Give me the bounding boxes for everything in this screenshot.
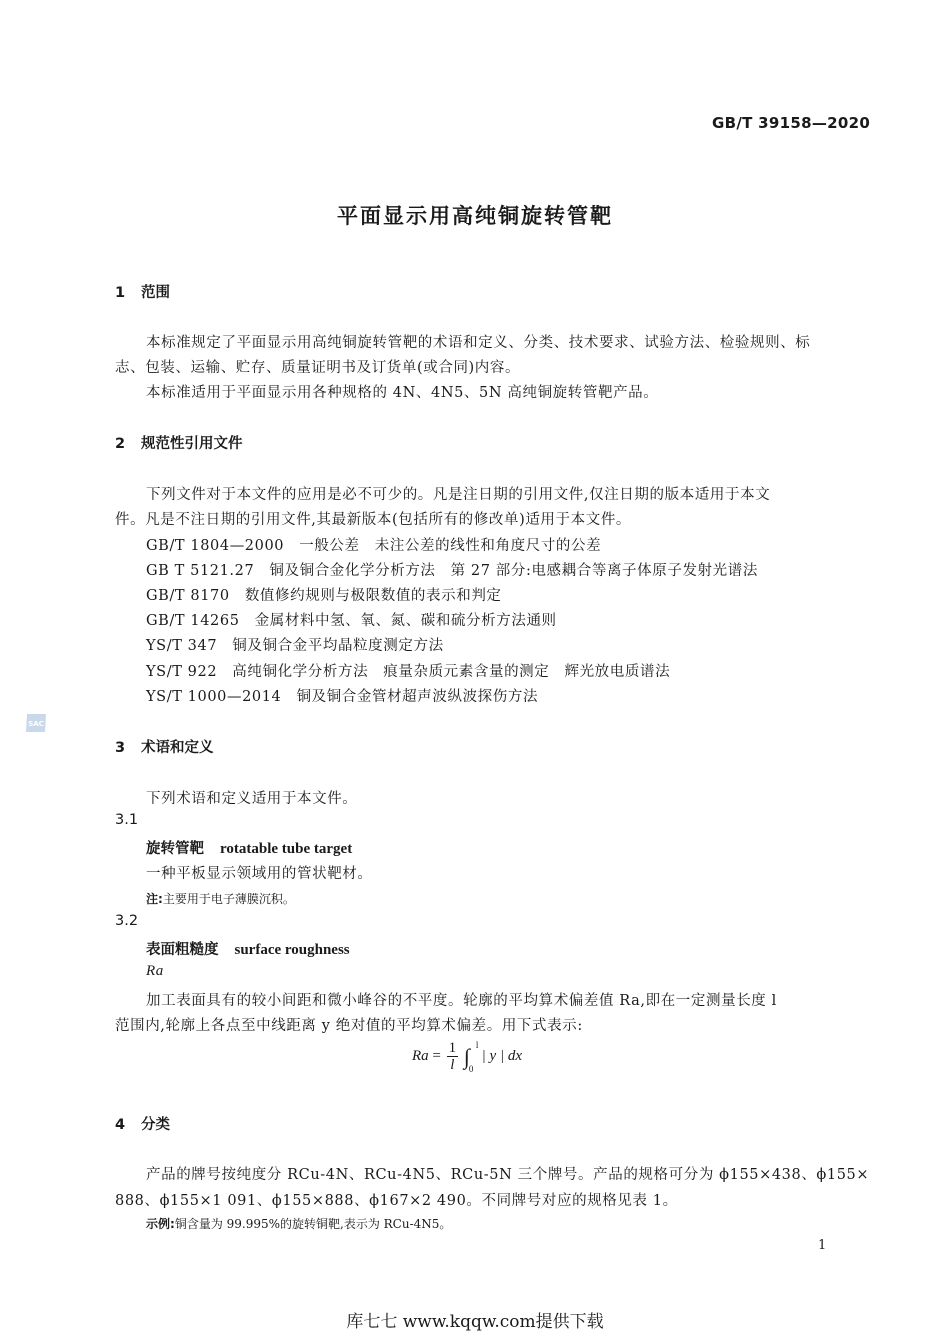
note-text: 主要用于电子薄膜沉积。: [162, 892, 295, 906]
section-4-para-line1: 产品的牌号按纯度分 RCu-4N、RCu-4N5、RCu-5N 三个牌号。产品的规格可分为 ϕ155×438、ϕ155×: [146, 1167, 870, 1183]
term-symbol: Ra: [146, 963, 164, 979]
reference-title: 铜及铜合金管材超声波纵波探伤方法: [296, 689, 539, 705]
standard-code: GB/T 39158—2020: [712, 114, 871, 132]
integral-sign: [463, 1039, 479, 1074]
reference-title: 高纯铜化学分析方法 痕量杂质元素含量的测定 辉光放电质谱法: [232, 664, 671, 680]
formula-lhs: Ra: [412, 1047, 429, 1064]
reference-code: YS/T 922: [146, 664, 218, 680]
section-title: 范围: [141, 285, 170, 301]
section-number: 4: [115, 1117, 126, 1133]
term-english: surface roughness: [234, 942, 350, 958]
example-text: 铜含量为 99.995%的旋转铜靶,表示为 RCu-4N5。: [174, 1217, 452, 1231]
reference-code: GB/T 1804—2000: [146, 538, 285, 554]
example-note: [146, 1215, 451, 1232]
section-title: 规范性引用文件: [141, 436, 243, 452]
section-4-para-line2: 888、ϕ155×1 091、ϕ155×888、ϕ167×2 490。不同牌号对应的规格见表 1。: [115, 1193, 678, 1209]
download-footer: 库七七 www.kqqw.com提供下载: [346, 1312, 604, 1332]
formula-integrand: | y | dx: [481, 1047, 522, 1064]
term-definition: 一种平板显示领域用的管状靶材。: [146, 866, 373, 882]
reference-title: 铜及铜合金平均晶粒度测定方法: [232, 638, 444, 654]
note-label: 注:: [146, 892, 163, 906]
term-heading: [146, 837, 352, 858]
reference-title: 一般公差 未注公差的线性和角度尺寸的公差: [299, 538, 602, 554]
term-number: 3.1: [115, 812, 139, 828]
term-note: [146, 890, 295, 907]
reference-item: [146, 660, 670, 681]
section-number: 2: [115, 436, 126, 452]
example-label: 示例:: [146, 1217, 175, 1231]
fraction-denominator: l: [450, 1057, 455, 1073]
reference-title: 金属材料中氢、氧、氮、碳和硫分析方法通则: [254, 613, 557, 629]
reference-item: [146, 559, 758, 580]
term-definition-line1: 加工表面具有的较小间距和微小峰谷的不平度。轮廓的平均算术偏差值 Ra,即在一定测量长度 l: [146, 993, 777, 1009]
reference-code: GB/T 14265: [146, 613, 240, 629]
term-heading: [146, 938, 350, 959]
reference-item: [146, 609, 557, 630]
section-4-heading: [115, 1113, 170, 1134]
section-number: 3: [115, 740, 126, 756]
reference-code: GB/T 8170: [146, 588, 230, 604]
integral-upper-limit: l: [475, 1039, 479, 1050]
reference-title: 数值修约规则与极限数值的表示和判定: [244, 588, 502, 604]
fraction-numerator: 1: [448, 1040, 457, 1056]
integral-symbol: ∫: [463, 1043, 470, 1069]
term-chinese: 旋转管靶: [146, 841, 204, 857]
term-number: 3.2: [115, 913, 139, 929]
term-english: rotatable tube target: [220, 841, 353, 857]
term-chinese: 表面粗糙度: [146, 942, 219, 958]
section-1-para2: 本标准适用于平面显示用各种规格的 4N、4N5、5N 高纯铜旋转管靶产品。: [146, 385, 659, 401]
section-1-para1-line1: 本标准规定了平面显示用高纯铜旋转管靶的术语和定义、分类、技术要求、试验方法、检验规则、标: [146, 335, 811, 351]
document-title: 平面显示用高纯铜旋转管靶: [337, 204, 613, 228]
reference-item: [146, 685, 538, 706]
formula-fraction: [447, 1040, 459, 1073]
sac-watermark-logo: [24, 712, 48, 734]
section-2-intro-line2: 件。凡是不注日期的引用文件,其最新版本(包括所有的修改单)适用于本文件。: [115, 512, 632, 528]
section-3-intro: 下列术语和定义适用于本文件。: [146, 791, 358, 807]
section-number: 1: [115, 285, 126, 301]
reference-title: 铜及铜合金化学分析方法 第 27 部分:电感耦合等离子体原子发射光谱法: [269, 563, 758, 579]
section-1-heading: [115, 281, 170, 302]
reference-item: [146, 584, 502, 605]
section-2-heading: [115, 432, 243, 453]
reference-code: GB T 5121.27: [146, 563, 255, 579]
roughness-formula: [412, 1040, 522, 1073]
reference-item: [146, 634, 444, 655]
term-definition-line2: 范围内,轮廓上各点至中线距离 y 绝对值的平均算术偏差。用下式表示:: [115, 1018, 583, 1034]
section-3-heading: [115, 736, 214, 757]
reference-code: YS/T 1000—2014: [146, 689, 282, 705]
page-number: 1: [818, 1238, 827, 1253]
formula-equals: =: [432, 1047, 441, 1064]
section-title: 分类: [141, 1117, 170, 1133]
reference-code: YS/T 347: [146, 638, 218, 654]
reference-item: [146, 534, 601, 555]
section-title: 术语和定义: [141, 740, 214, 756]
integral-lower-limit: 0: [468, 1063, 474, 1074]
svg-text:SAC: SAC: [28, 720, 44, 728]
section-2-intro-line1: 下列文件对于本文件的应用是必不可少的。凡是注日期的引用文件,仅注日期的版本适用于本文: [146, 487, 771, 503]
section-1-para1-line2: 志、包装、运输、贮存、质量证明书及订货单(或合同)内容。: [115, 360, 521, 376]
